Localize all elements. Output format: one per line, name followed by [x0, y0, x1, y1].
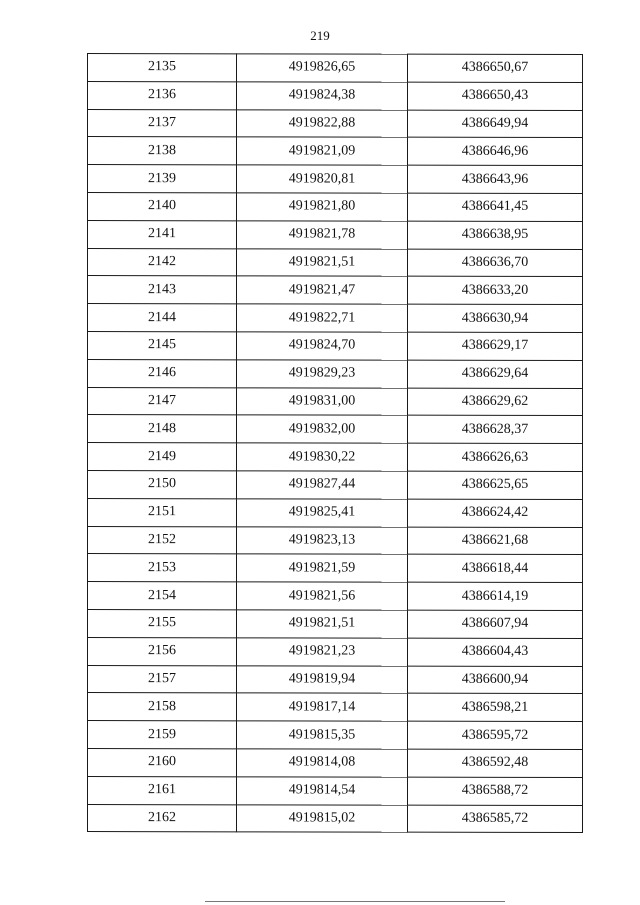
- x-coordinate-cell: 4919824,38: [237, 82, 408, 110]
- y-coordinate-cell: 4386585,72: [408, 805, 583, 833]
- y-coordinate-cell: 4386636,70: [408, 249, 583, 277]
- x-coordinate-cell: 4919820,81: [237, 165, 408, 193]
- y-coordinate-cell: 4386650,43: [408, 82, 583, 110]
- y-coordinate-cell: 4386638,95: [408, 221, 583, 249]
- y-coordinate-cell: 4386629,17: [408, 332, 583, 360]
- table-row: [88, 387, 583, 416]
- x-coordinate-cell: 4919822,88: [237, 109, 408, 137]
- y-coordinate-cell: 4386641,45: [408, 193, 583, 221]
- y-coordinate-cell: 4386630,94: [408, 304, 583, 332]
- x-coordinate-cell: 4919823,13: [237, 526, 408, 554]
- y-coordinate-cell: 4386628,37: [408, 416, 583, 444]
- y-coordinate-cell: 4386629,64: [408, 360, 583, 388]
- x-coordinate-cell: 4919825,41: [237, 499, 408, 527]
- x-coordinate-cell: 4919824,70: [237, 332, 408, 360]
- point-number-cell: 2142: [88, 248, 237, 276]
- y-coordinate-cell: 4386649,94: [408, 110, 583, 138]
- x-coordinate-cell: 4919815,02: [237, 804, 408, 832]
- x-coordinate-cell: 4919815,35: [237, 721, 408, 749]
- x-coordinate-cell: 4919826,65: [237, 54, 408, 82]
- y-coordinate-cell: 4386592,48: [408, 749, 583, 777]
- table-row: [88, 54, 583, 83]
- y-coordinate-cell: 4386600,94: [408, 666, 583, 694]
- x-coordinate-cell: 4919821,51: [237, 610, 408, 638]
- x-coordinate-cell: 4919821,09: [237, 137, 408, 165]
- table-row: [88, 137, 583, 166]
- point-number-cell: 2141: [88, 220, 237, 248]
- point-number-cell: 2146: [88, 359, 237, 387]
- table-row: [88, 109, 583, 138]
- point-number-cell: 2156: [88, 637, 237, 665]
- point-number-cell: 2143: [88, 276, 237, 304]
- table-row: [88, 304, 583, 333]
- page-number: 219: [310, 28, 330, 43]
- point-number-cell: 2148: [88, 415, 237, 443]
- point-number-cell: 2160: [88, 748, 237, 776]
- point-number-cell: 2155: [88, 609, 237, 637]
- point-number-cell: 2144: [88, 304, 237, 332]
- y-coordinate-cell: 4386629,62: [408, 388, 583, 416]
- footer-divider: [205, 901, 505, 902]
- y-coordinate-cell: 4386646,96: [408, 138, 583, 166]
- x-coordinate-cell: 4919821,47: [237, 276, 408, 304]
- x-coordinate-cell: 4919821,23: [237, 638, 408, 666]
- x-coordinate-cell: 4919831,00: [237, 387, 408, 415]
- point-number-cell: 2159: [88, 721, 237, 749]
- point-number-cell: 2149: [88, 443, 237, 471]
- y-coordinate-cell: 4386604,43: [408, 638, 583, 666]
- y-coordinate-cell: 4386621,68: [408, 527, 583, 555]
- x-coordinate-cell: 4919821,80: [237, 193, 408, 221]
- point-number-cell: 2145: [88, 331, 237, 359]
- point-number-cell: 2137: [88, 109, 237, 137]
- y-coordinate-cell: 4386626,63: [408, 443, 583, 471]
- table-row: [88, 276, 583, 305]
- point-number-cell: 2153: [88, 554, 237, 582]
- point-number-cell: 2136: [88, 81, 237, 109]
- x-coordinate-cell: 4919832,00: [237, 415, 408, 443]
- table-row: [88, 693, 583, 722]
- coordinates-table: [87, 53, 583, 833]
- table-row: [88, 248, 583, 277]
- point-number-cell: 2161: [88, 776, 237, 804]
- x-coordinate-cell: 4919821,56: [237, 582, 408, 610]
- y-coordinate-cell: 4386643,96: [408, 165, 583, 193]
- table-row: [88, 609, 583, 638]
- point-number-cell: 2157: [88, 665, 237, 693]
- point-number-cell: 2135: [88, 54, 237, 82]
- table-row: [88, 81, 583, 110]
- x-coordinate-cell: 4919814,54: [237, 777, 408, 805]
- table-row: [88, 776, 583, 805]
- y-coordinate-cell: 4386588,72: [408, 777, 583, 805]
- table-row: [88, 331, 583, 360]
- x-coordinate-cell: 4919829,23: [237, 360, 408, 388]
- point-number-cell: 2158: [88, 693, 237, 721]
- table-row: [88, 721, 583, 750]
- point-number-cell: 2152: [88, 526, 237, 554]
- y-coordinate-cell: 4386633,20: [408, 277, 583, 305]
- table-row: [88, 637, 583, 666]
- x-coordinate-cell: 4919817,14: [237, 693, 408, 721]
- table-row: [88, 804, 583, 833]
- point-number-cell: 2151: [88, 498, 237, 526]
- y-coordinate-cell: 4386650,67: [408, 54, 583, 82]
- table-row: [88, 359, 583, 388]
- x-coordinate-cell: 4919821,51: [237, 248, 408, 276]
- coordinates-table-body: [88, 54, 583, 833]
- point-number-cell: 2139: [88, 165, 237, 193]
- table-row: [88, 498, 583, 527]
- y-coordinate-cell: 4386624,42: [408, 499, 583, 527]
- point-number-cell: 2162: [88, 804, 237, 832]
- table-row: [88, 748, 583, 777]
- point-number-cell: 2154: [88, 582, 237, 610]
- x-coordinate-cell: 4919814,08: [237, 749, 408, 777]
- x-coordinate-cell: 4919821,78: [237, 221, 408, 249]
- table-row: [88, 415, 583, 444]
- table-row: [88, 192, 583, 221]
- table-row: [88, 443, 583, 472]
- y-coordinate-cell: 4386614,19: [408, 582, 583, 610]
- x-coordinate-cell: 4919827,44: [237, 471, 408, 499]
- x-coordinate-cell: 4919819,94: [237, 665, 408, 693]
- table-row: [88, 554, 583, 583]
- table-row: [88, 220, 583, 249]
- y-coordinate-cell: 4386595,72: [408, 721, 583, 749]
- x-coordinate-cell: 4919830,22: [237, 443, 408, 471]
- table-row: [88, 526, 583, 555]
- y-coordinate-cell: 4386618,44: [408, 555, 583, 583]
- table-row: [88, 470, 583, 499]
- y-coordinate-cell: 4386607,94: [408, 610, 583, 638]
- y-coordinate-cell: 4386625,65: [408, 471, 583, 499]
- table-row: [88, 165, 583, 194]
- table-row: [88, 582, 583, 611]
- x-coordinate-cell: 4919822,71: [237, 304, 408, 332]
- point-number-cell: 2140: [88, 192, 237, 220]
- point-number-cell: 2138: [88, 137, 237, 165]
- x-coordinate-cell: 4919821,59: [237, 554, 408, 582]
- point-number-cell: 2150: [88, 470, 237, 498]
- table-row: [88, 665, 583, 694]
- y-coordinate-cell: 4386598,21: [408, 693, 583, 721]
- point-number-cell: 2147: [88, 387, 237, 415]
